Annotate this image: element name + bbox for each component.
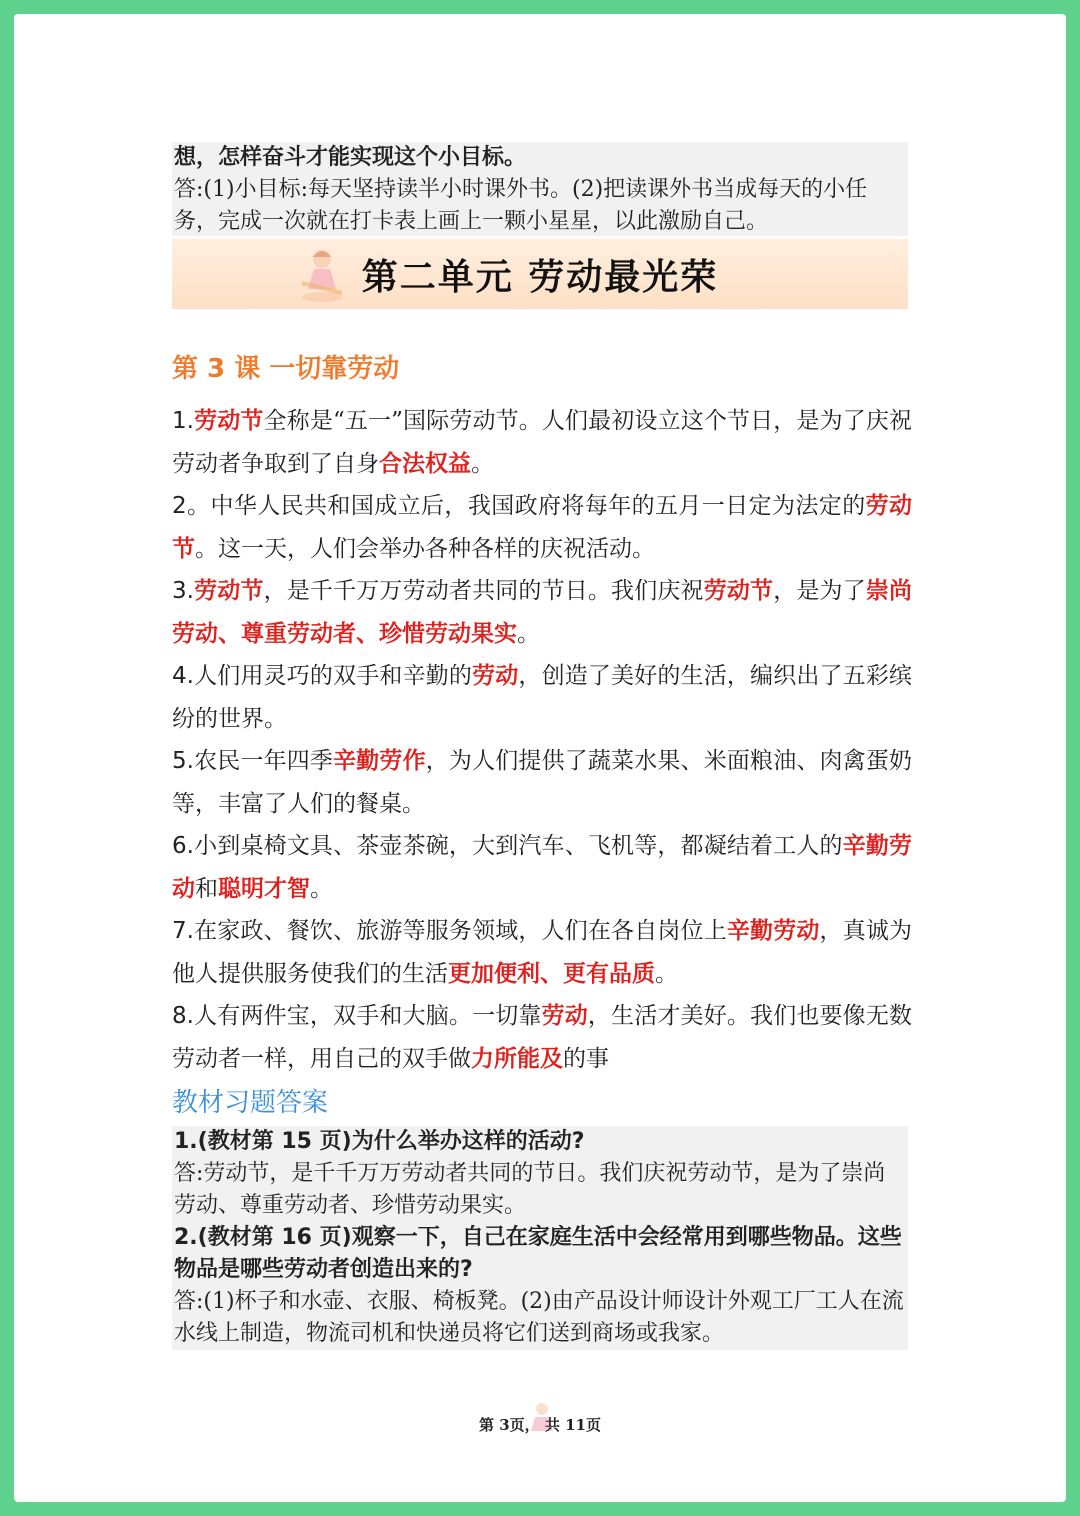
- highlighted-term: 劳动节: [703, 578, 774, 604]
- highlighted-term: 劳动: [541, 1003, 588, 1029]
- point-number: 4.: [172, 663, 194, 689]
- exercise-answer-1: 答:劳动节，是千千万万劳动者共同的节日。我们庆祝劳动节，是为了崇尚劳动、尊重劳动者、珍惜劳动果实。: [174, 1161, 886, 1218]
- knowledge-point: [172, 655, 912, 740]
- knowledge-point: [172, 995, 912, 1080]
- previous-answer-box: [172, 142, 908, 236]
- girl-mascot-icon: [292, 243, 348, 305]
- point-text: 的事: [563, 1045, 609, 1072]
- point-text: 。: [517, 620, 540, 647]
- unit-banner: [172, 239, 908, 309]
- point-text: ，是为了: [773, 578, 866, 604]
- point-text: ，是千千万万劳动者共同的节日。我们庆祝: [263, 578, 704, 604]
- point-text: 在家政、餐饮、旅游等服务领域，人们在各自岗位上: [193, 918, 727, 944]
- knowledge-point: [172, 910, 912, 995]
- point-text: 人们用灵巧的双手和辛勤的: [193, 663, 473, 689]
- page-number-footer: 第 3页， 共 11页: [479, 1416, 601, 1434]
- highlighted-term: 劳动节: [172, 493, 913, 562]
- point-number: 1.: [172, 408, 194, 434]
- point-text: 人有两件宝，双手和大脑。一切靠: [193, 1003, 542, 1029]
- exercise-answer-2: 答:(1)杯子和水壶、衣服、椅板凳。(2)由产品设计师设计外观工厂工人在流水线上制造，物流司机和快递员将它们送到商场或我家。: [174, 1289, 904, 1346]
- point-number: 6.: [172, 833, 194, 859]
- exercise-answer-box: [172, 1126, 908, 1350]
- highlighted-term: 崇尚劳动、尊重劳动者、珍惜劳动果实: [172, 578, 913, 647]
- point-text: ，生活才美好。我们也要像无数劳动者一样，用自己的双手做: [172, 1003, 913, 1072]
- knowledge-point: [172, 485, 912, 570]
- point-text: 农民一年四季: [193, 748, 334, 774]
- point-number: 8.: [172, 1003, 194, 1029]
- knowledge-point: [172, 740, 912, 825]
- document-page: [14, 14, 1066, 1502]
- lesson-title: 第 3 课 一切靠劳动: [172, 354, 400, 384]
- point-number: 2: [172, 493, 187, 519]
- point-number: 5.: [172, 748, 194, 774]
- knowledge-points: [172, 400, 912, 1080]
- point-text: ，为人们提供了蔬菜水果、米面粮油、肉禽蛋奶等，丰富了人们的餐桌。: [172, 748, 913, 817]
- highlighted-term: 辛勤劳动: [172, 833, 913, 902]
- highlighted-term: 更加便利、更有品质: [448, 960, 655, 987]
- exercise-question-2: 2.(教材第 16 页)观察一下，自己在家庭生活中会经常用到哪些物品。这些物品是哪些劳动者创造出来的?: [174, 1225, 902, 1282]
- point-number: 3.: [172, 578, 194, 604]
- exercise-question-1: 1.(教材第 15 页)为什么举办这样的活动?: [174, 1129, 585, 1154]
- point-text: 。: [655, 960, 678, 987]
- highlighted-term: 合法权益: [379, 450, 471, 477]
- highlighted-term: 辛勤劳作: [333, 748, 426, 774]
- point-text: 小到桌椅文具、茶壶茶碗，大到汽车、飞机等，都凝结着工人的: [193, 833, 843, 859]
- knowledge-point: [172, 825, 912, 910]
- point-text: 。这一天，人们会举办各种各样的庆祝活动。: [195, 535, 655, 562]
- exercise-section-title: 教材习题答案: [172, 1088, 329, 1118]
- point-text: 全称是“五一”国际劳动节。人们最初设立这个节日，是为了庆祝劳动者争取到了自身: [172, 408, 912, 477]
- highlighted-term: 劳动: [472, 663, 519, 689]
- point-text: 和: [195, 875, 218, 902]
- point-text: 。中华人民共和国成立后，我国政府将每年的五月一日定为法定的: [186, 493, 866, 519]
- knowledge-point: [172, 570, 912, 655]
- highlighted-term: 聪明才智: [218, 875, 310, 902]
- point-number: 7.: [172, 918, 194, 944]
- point-text: 。: [310, 875, 333, 902]
- point-text: ，创造了美好的生活，编织出了五彩缤纷的世界。: [172, 663, 913, 732]
- question-tail: 想，怎样奋斗才能实现这个小目标。: [174, 145, 527, 170]
- point-text: ，真诚为他人提供服务使我们的生活: [172, 918, 913, 987]
- highlighted-term: 劳动节: [193, 408, 264, 434]
- knowledge-point: [172, 400, 912, 485]
- answer-text: 答:(1)小目标:每天坚持读半小时课外书。(2)把读课外书当成每天的小任务，完成一次就在打卡表上画上一颗小星星，以此激励自己。: [174, 177, 868, 234]
- highlighted-term: 劳动节: [193, 578, 264, 604]
- point-text: 。: [471, 450, 494, 477]
- highlighted-term: 力所能及: [471, 1045, 563, 1072]
- highlighted-term: 辛勤劳动: [726, 918, 820, 944]
- unit-title: 第二单元 劳动最光荣: [361, 255, 719, 298]
